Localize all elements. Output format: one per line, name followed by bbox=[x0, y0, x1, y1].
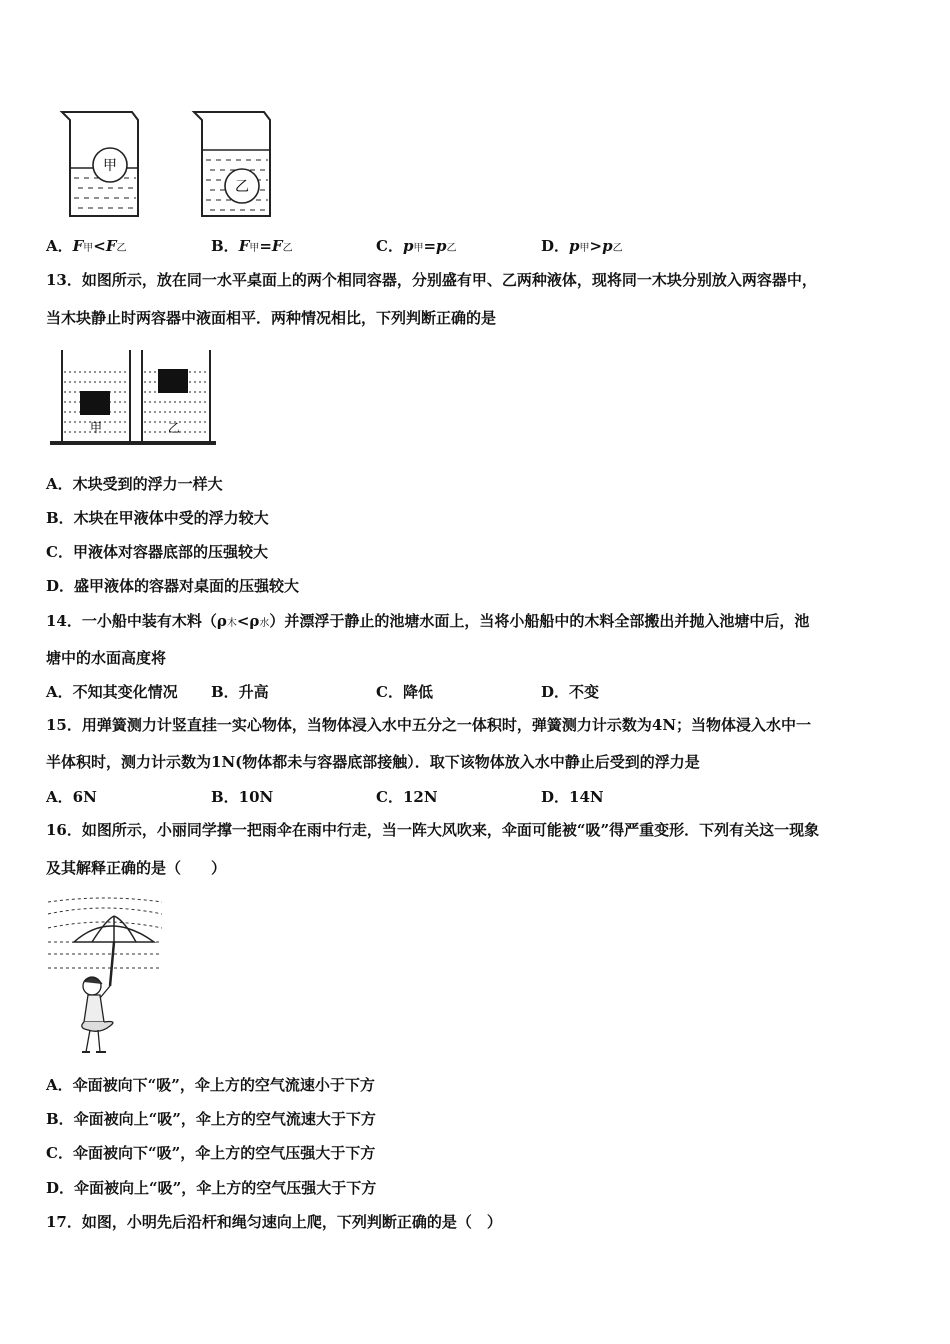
q14-option-b[interactable]: B．升高 bbox=[211, 683, 269, 701]
beaker-jia bbox=[62, 112, 138, 216]
q16-option-d[interactable]: D．伞面被向上“吸”，伞上方的空气压强大于下方 bbox=[46, 1179, 377, 1197]
wood-block-yi bbox=[158, 369, 188, 393]
q14-option-c[interactable]: C．降低 bbox=[376, 683, 433, 701]
q16-stem-line2: 及其解释正确的是（ ） bbox=[46, 859, 227, 877]
umbrella-icon bbox=[74, 916, 154, 986]
q16-stem-line1: 16．如图所示，小丽同学撑一把雨伞在雨中行走，当一阵大风吹来，伞面可能被“吸”得严重变形．下列有关这一现象 bbox=[46, 821, 820, 839]
q15-stem-line1: 15．用弹簧测力计竖直挂一实心物体，当物体浸入水中五分之一体积时，弹簧测力计示数为4N；当物体浸入水中一 bbox=[46, 716, 812, 734]
q13-option-a[interactable]: A．木块受到的浮力一样大 bbox=[46, 475, 223, 493]
beaker-yi bbox=[194, 112, 270, 216]
q12-label-jia: 甲 bbox=[103, 158, 117, 174]
q14-option-d[interactable]: D．不变 bbox=[541, 683, 600, 701]
q14-stem-line2: 塘中的水面高度将 bbox=[46, 649, 167, 667]
q13-option-d[interactable]: D．盛甲液体的容器对桌面的压强较大 bbox=[46, 577, 300, 595]
q15-option-c[interactable]: C．12N bbox=[376, 788, 438, 806]
q16-option-c[interactable]: C．伞面被向下“吸”，伞上方的空气压强大于下方 bbox=[46, 1144, 376, 1162]
q15-option-d[interactable]: D．14N bbox=[541, 788, 604, 806]
q13-stem-line2: 当木块静止时两容器中液面相平．两种情况相比，下列判断正确的是 bbox=[46, 309, 497, 327]
q12-option-c[interactable]: C．p甲=p乙 bbox=[376, 237, 457, 255]
q14-option-a[interactable]: A．不知其变化情况 bbox=[46, 683, 178, 701]
q16-option-b[interactable]: B．伞面被向上“吸”，伞上方的空气流速大于下方 bbox=[46, 1110, 376, 1128]
q12-option-d[interactable]: D．p甲>p乙 bbox=[541, 237, 623, 255]
q12-beakers-figure bbox=[44, 104, 294, 222]
q13-label-yi: 乙 bbox=[167, 421, 181, 435]
q15-stem-line2: 半体积时，测力计示数为1N(物体都未与容器底部接触）．取下该物体放入水中静止后受到的浮力是 bbox=[46, 753, 700, 771]
q15-options bbox=[46, 787, 906, 807]
q13-containers-figure bbox=[50, 346, 220, 452]
q15-option-a[interactable]: A．6N bbox=[46, 788, 97, 806]
q14-stem-line1: 14．一小船中装有木料（ρ木<ρ水）并漂浮于静止的池塘水面上，当将小船船中的木料全部搬出并抛入池塘中后，池 bbox=[46, 612, 810, 630]
q12-options bbox=[46, 236, 906, 256]
q13-option-c[interactable]: C．甲液体对容器底部的压强较大 bbox=[46, 543, 268, 561]
q13-label-jia: 甲 bbox=[89, 421, 103, 435]
q12-option-a[interactable]: A．F甲<F乙 bbox=[46, 237, 127, 255]
q16-umbrella-figure bbox=[44, 894, 166, 1058]
q15-option-b[interactable]: B．10N bbox=[211, 788, 274, 806]
q12-label-yi: 乙 bbox=[235, 179, 249, 195]
q12-option-b[interactable]: B．F甲=F乙 bbox=[211, 237, 293, 255]
q13-option-b[interactable]: B．木块在甲液体中受的浮力较大 bbox=[46, 509, 269, 527]
wood-block-jia bbox=[80, 391, 110, 415]
q17-stem-line1: 17．如图，小明先后沿杆和绳匀速向上爬，下列判断正确的是（ ） bbox=[46, 1213, 502, 1231]
q16-option-a[interactable]: A．伞面被向下“吸”，伞上方的空气流速小于下方 bbox=[46, 1076, 375, 1094]
q13-stem-line1: 13．如图所示，放在同一水平桌面上的两个相同容器，分别盛有甲、乙两种液体，现将同一木块分别放入两容器中， bbox=[46, 271, 817, 289]
q14-options bbox=[46, 682, 906, 702]
girl-icon bbox=[82, 977, 113, 1052]
